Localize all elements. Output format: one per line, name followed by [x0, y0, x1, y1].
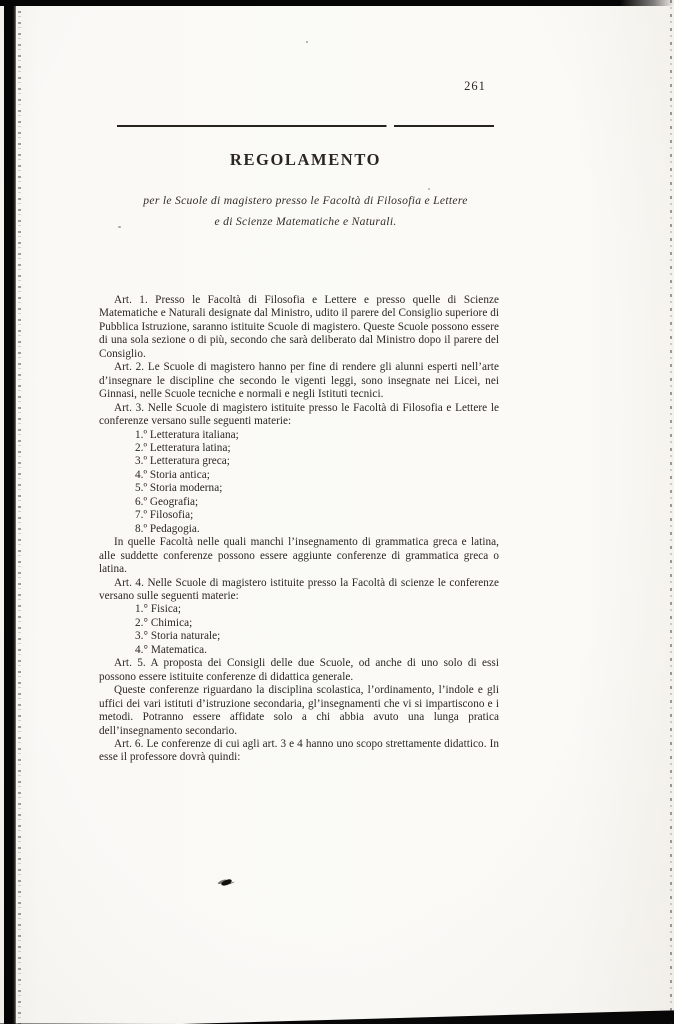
paragraph-conferenze: Queste conferenze riguardano la disciplina scolastica, l’ordinamento, l’indole e gli uffici dei vari istituti d’istruzione secondaria, gl’insegnamenti che vi si impartiscono e i metodi. Potranno essere affidate solo a chi abbia avuto una lunga pratica dell’insegnamento secondario. [99, 684, 499, 737]
subtitle-line-1: per le Scuole di magistero presso le Facoltà di Filosofia e Lettere [143, 194, 468, 207]
paragraph-art-5: Art. 5. A proposta dei Consigli delle due Scuole, od anche di uno solo di essi possono essere istituite conferenze di didattica generale. [99, 657, 499, 683]
list-item-lettere-6: 6.º Geografia; [135, 495, 199, 508]
subtitle-line-2: e di Scienze Matematiche e Naturali. [214, 215, 397, 228]
list-item-lettere-2: 2.º Letteratura latina; [135, 441, 231, 454]
scan-speck [306, 41, 308, 43]
list-item-lettere-3: 3.º Letteratura greca; [135, 455, 230, 468]
list-item-lettere-4: 4.º Storia antica; [135, 468, 210, 481]
paragraph-art-4: Art. 4. Nelle Scuole di magistero istituite presso la Facoltà di scienze le conferenze versano sulle seguenti materie: [99, 576, 499, 602]
paragraph-art-2: Art. 2. Le Scuole di magistero hanno per fine di rendere gli alunni esperti nell’arte d’insegnare le discipline che secondo le vigenti leggi, sono insegnate nei Licei, nei Ginnasi, nelle Scuole tecniche e normali e negli Istituti tecnici. [99, 361, 499, 401]
scan-shadow-bottom [0, 1006, 674, 1024]
header-rule [117, 125, 494, 127]
paragraph-art-1: Art. 1. Presso le Facoltà di Filosofia e Lettere e presso quelle di Scienze Matematiche e Naturali designate dal Ministro, udito il parere del Consiglio superiore di Pubblica Istruzione, saranno istituite Scuole di magistero. Queste Scuole possono essere di una sola sezione o di più, secondo che sarà deliberato dal Ministro dopo il parere del Consiglio. [99, 294, 499, 360]
scan-edge-right [670, 0, 672, 1024]
paragraph-grammatica: In quelle Facoltà nelle quali manchi l’insegnamento di grammatica greca e latina, alle suddette conferenze possono essere aggiunte conferenze di grammatica greca o latina. [99, 536, 499, 576]
list-item-lettere-7: 7.º Filosofia; [135, 509, 194, 522]
document-subtitle [87, 190, 524, 232]
list-item-lettere-1: 1.º Letteratura italiana; [135, 428, 239, 441]
book-binding-bar [4, 0, 16, 1024]
page-number: 261 [464, 79, 486, 93]
binding-speckle [18, 0, 21, 1024]
list-item-lettere-8: 8.º Pedagogia. [135, 522, 200, 535]
list-item-scienze-2: 2.° Chimica; [135, 616, 193, 629]
paragraph-art-3: Art. 3. Nelle Scuole di magistero istituite presso le Facoltà di Filosofia e Lettere le conferenze versano sulle seguenti materie: [99, 401, 499, 428]
list-item-scienze-1: 1.° Fisica; [135, 603, 182, 616]
scan-edge-top [0, 0, 674, 6]
document-body [99, 294, 499, 765]
paragraph-art-6: Art. 6. Le conferenze di cui agli art. 3 e 4 hanno uno scopo strettamente didattico. In esse il professore dovrà quindi: [99, 737, 499, 764]
list-item-lettere-5: 5.º Storia moderna; [135, 482, 223, 495]
list-item-scienze-3: 3.° Storia naturale; [135, 630, 221, 643]
ink-blot [220, 878, 232, 886]
list-item-scienze-4: 4.° Matematica. [135, 643, 208, 656]
document-title: REGOLAMENTO [229, 150, 382, 169]
